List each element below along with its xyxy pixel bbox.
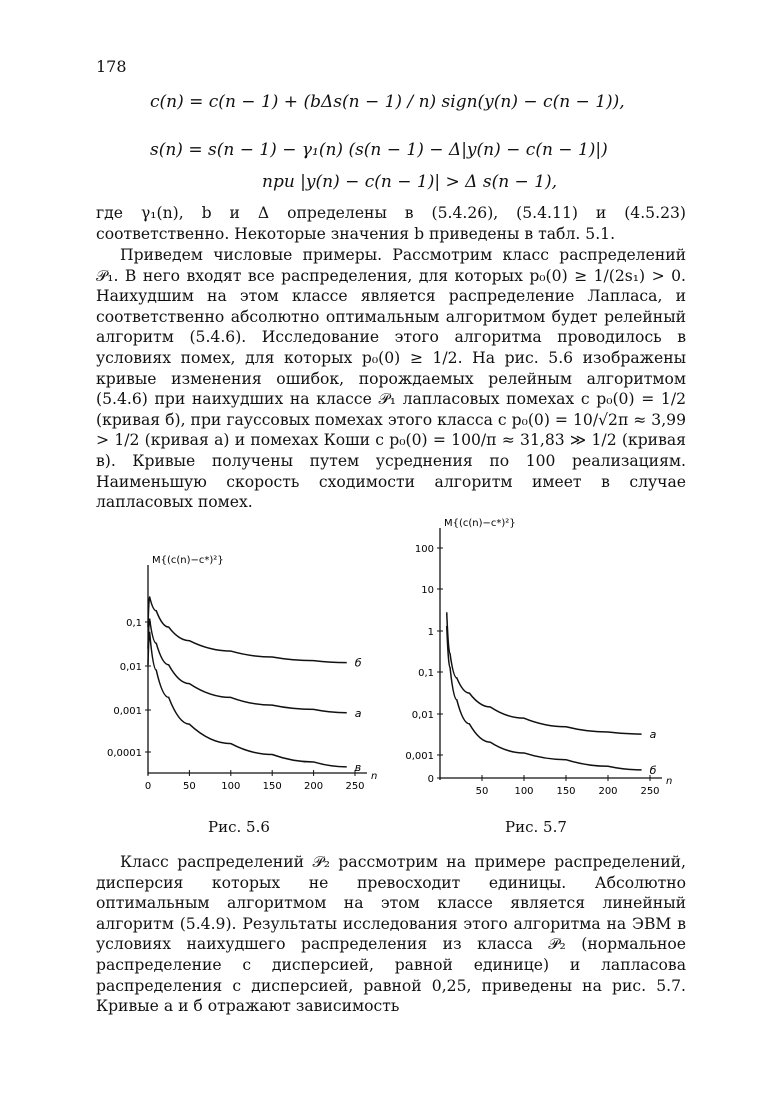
series-line-в — [148, 632, 347, 767]
y-axis-label: M{(c(n)−c*)²} — [444, 518, 516, 529]
figure-5-7-chart — [400, 510, 700, 810]
paragraph-1 — [96, 203, 686, 244]
x-tick-label: 200 — [304, 781, 324, 792]
figure-5-7-caption: Рис. 5.7 — [505, 818, 567, 836]
figure-5-6-caption: Рис. 5.6 — [208, 818, 270, 836]
series-label-б: б — [354, 656, 362, 670]
series-line-б — [447, 626, 642, 770]
x-tick-label: 150 — [556, 786, 576, 797]
x-tick-label: 50 — [475, 786, 489, 797]
x-tick-label: 250 — [640, 786, 660, 797]
x-axis-label: n — [666, 776, 673, 787]
y-tick-label: 0,1 — [126, 618, 142, 629]
y-tick-label: 100 — [414, 544, 434, 555]
y-tick-label: 1 — [427, 627, 434, 638]
y-tick-label: 0,1 — [418, 668, 434, 679]
series-line-а — [148, 619, 347, 713]
figure-5-6-chart — [100, 540, 390, 810]
series-label-а: а — [354, 706, 362, 720]
formula-line-2: s(n) = s(n − 1) − γ₁(n) (s(n − 1) − Δ|y(n) − c(n − 1)|) — [150, 140, 608, 160]
page-number: 178 — [96, 57, 127, 76]
x-tick-label: 250 — [345, 781, 365, 792]
y-tick-label: 0 — [427, 774, 434, 785]
series-line-б — [148, 597, 347, 663]
formula-line-1: c(n) = c(n − 1) + (bΔs(n − 1) / n) sign(y(n) − c(n − 1)), — [150, 92, 625, 112]
x-tick-label: 100 — [221, 781, 241, 792]
paragraph-2-text: Приведем числовые примеры. Рассмотрим класс распределений 𝒫₁. В него входят все распределения, для которых p₀(0) ≥ 1/(2s₁) > 0. Наихудшим на этом классе является распределение Лапласа, и соответственно абсолютно оптимальным алгоритмом будет релейный алгоритм (5.4.6). Исследование этого алгоритма проводилось в условиях помех, для которых p₀(0) ≥ 1/2. На рис. 5.6 изображены кривые изменения ошибок, порождаемых релейным алгоритмом (5.4.6) при наихудших на классе 𝒫₁ лапласовых помехах с p₀(0) = 1/2 (кривая б), при гауссовых помехах этого класса с p₀(0) = 10/√2π ≈ 3,99 > 1/2 (кривая а) и помехах Коши с p₀(0) = 100/π ≈ 31,83 ≫ 1/2 (кривая в). Кривые получены путем усреднения по 100 реализациям. Наименьшую скорость сходимости алгоритм имеет в случае лапласовых помех. — [96, 246, 687, 512]
y-tick-label: 0,0001 — [107, 748, 142, 759]
paragraph-2 — [96, 245, 686, 513]
series-label-б: б — [649, 763, 657, 777]
y-tick-label: 10 — [421, 585, 434, 596]
paragraph-3 — [96, 852, 686, 1017]
x-tick-label: 0 — [144, 781, 152, 792]
y-tick-label: 0,001 — [405, 751, 434, 762]
y-tick-label: 0,001 — [113, 706, 142, 717]
x-tick-label: 150 — [262, 781, 282, 792]
series-label-в: в — [354, 760, 362, 774]
paragraph-1-text: где γ₁(n), b и Δ определены в (5.4.26), (5.4.11) и (4.5.23) соответственно. Некоторые значения b приведены в табл. 5.1. — [96, 204, 686, 243]
formula-line-3: при |y(n) − c(n − 1)| > Δ s(n − 1), — [262, 172, 558, 192]
y-tick-label: 0,01 — [119, 662, 142, 673]
x-tick-label: 50 — [183, 781, 196, 792]
y-tick-label: 0,01 — [411, 710, 434, 721]
x-tick-label: 100 — [514, 786, 534, 797]
y-axis-label: M{(c(n)−c*)²} — [152, 555, 224, 566]
x-tick-label: 200 — [598, 786, 618, 797]
series-line-а — [447, 612, 642, 734]
series-label-а: а — [649, 728, 657, 742]
paragraph-3-text: Класс распределений 𝒫₂ рассмотрим на примере распределений, дисперсия которых не превосходит единицы. Абсолютно оптимальным алгоритмом на этом классе является линейный алгоритм (5.4.9). Результаты исследования этого алгоритма на ЭВМ в условиях наихудшего распределения из класса 𝒫₂ (нормальное распределение с дисперсией, равной единице) и лапласова распределения с дисперсией, равной 0,25, приведены на рис. 5.7. Кривые а и б отражают зависимость — [96, 853, 686, 1016]
x-axis-label: n — [371, 771, 378, 782]
